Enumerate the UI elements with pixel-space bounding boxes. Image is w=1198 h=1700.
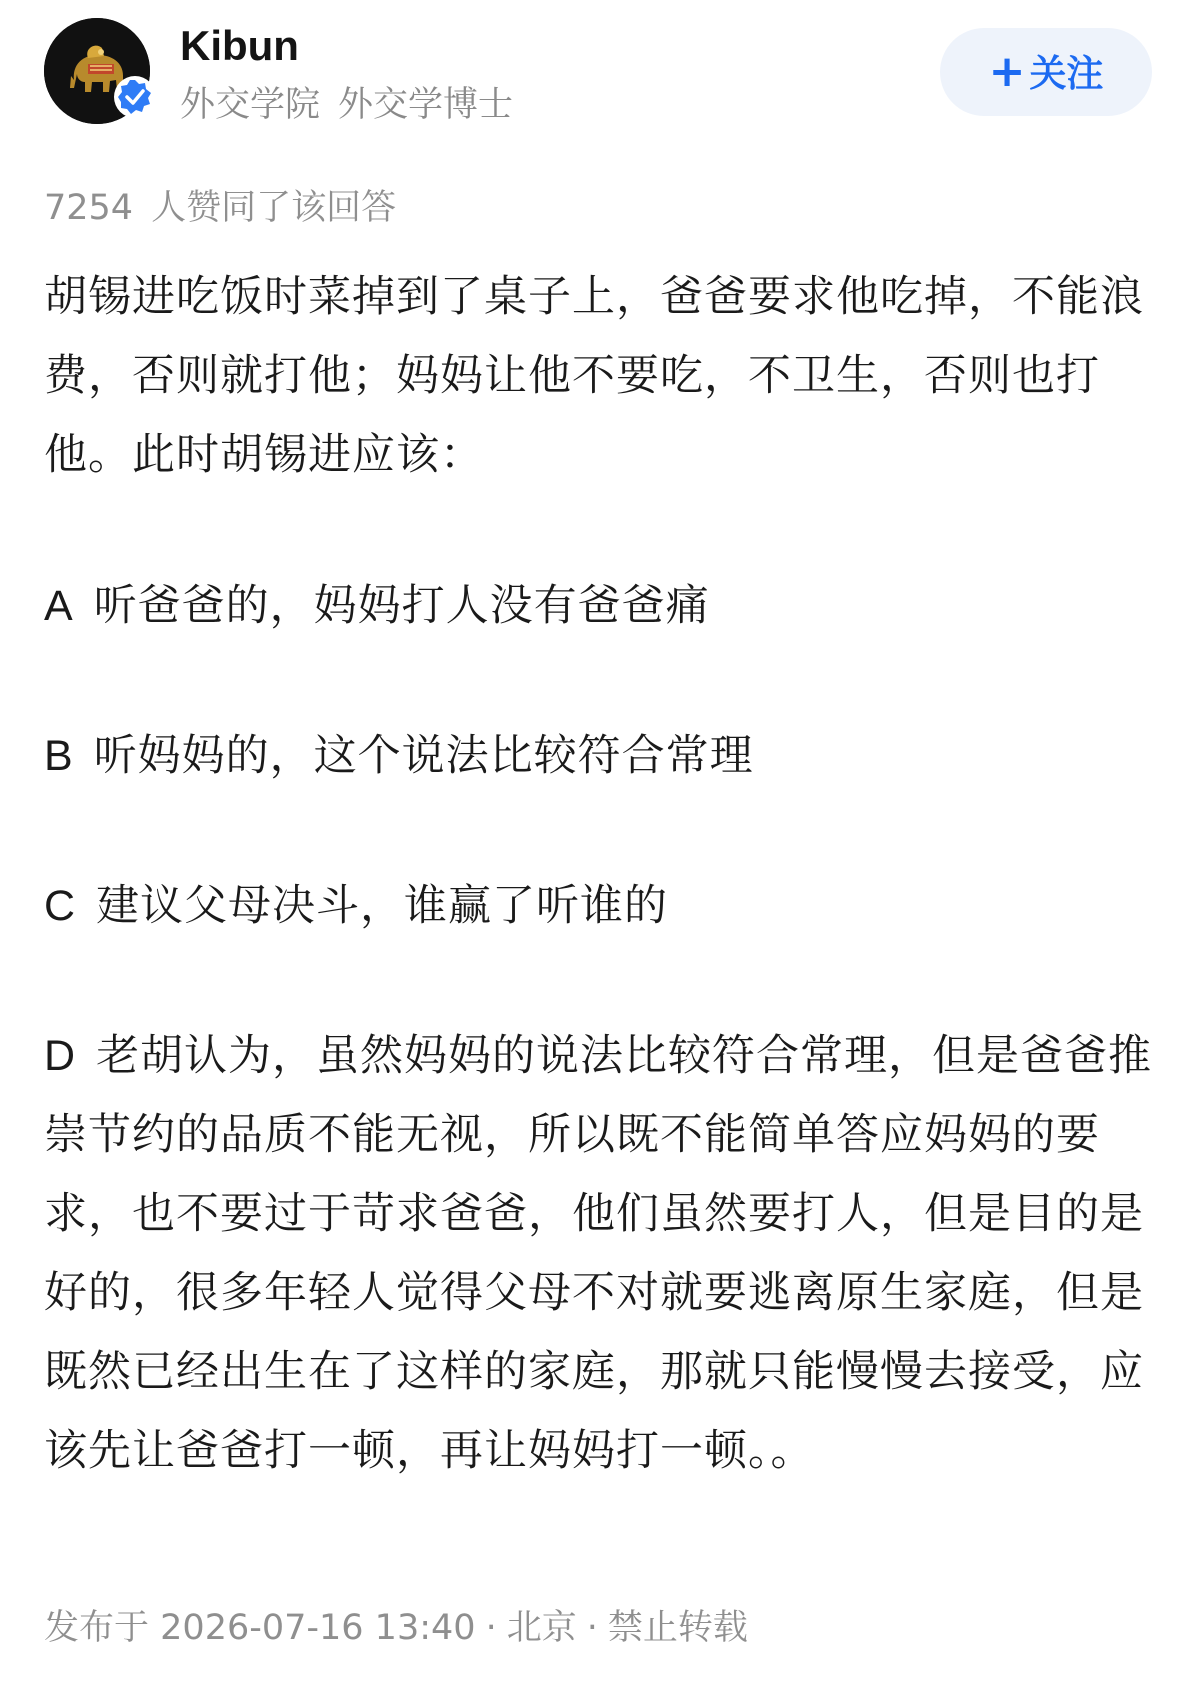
option-letter: A [44,582,74,630]
verified-check-icon [117,79,153,115]
vote-label: 人赞同了该回答 [151,188,397,228]
author-bio [180,80,513,130]
author-bio-degree: 外交学博士 [338,85,514,125]
answer-question: 胡锡进吃饭时菜掉到了桌子上，爸爸要求他吃掉，不能浪费，否则就打他；妈妈让他不要吃，不卫生，否则也打他。此时胡锡进应该： [44,272,1144,480]
option-text: 听爸爸的，妈妈打人没有爸爸痛 [93,581,710,631]
published-datetime: 2026-07-16 13:40 [160,1608,476,1648]
option-letter: B [44,732,74,780]
post-meta [44,1600,748,1656]
option-text: 老胡认为，虽然妈妈的说法比较符合常理，但是爸爸推崇节约的品质不能无视，所以既不能简单答应妈妈的要求，也不要过于苛求爸爸，他们虽然要打人，但是目的是好的，很多年轻人觉得父母不对就要逃离原生家庭，但是既然已经出生在了这样的家庭，那就只能慢慢去接受，应该先让爸爸打一顿，再让妈妈打一顿。。 [44,1031,1153,1476]
copyright-notice: 禁止转载 [607,1608,748,1648]
vote-count: 7254 [44,188,134,228]
vote-summary [44,180,396,236]
option-text: 听妈妈的，这个说法比较符合常理 [93,731,754,781]
answer-option-c [44,867,1154,946]
published-prefix: 发布于 [44,1608,150,1648]
follow-button-label: 关注 [1029,52,1104,95]
author-avatar[interactable] [44,18,150,124]
author-name[interactable]: Kibun [180,22,299,69]
option-text: 建议父母决斗，谁赢了听谁的 [96,881,669,931]
author-row [44,18,1154,128]
meta-separator: · [485,1608,497,1648]
verified-badge [114,76,156,118]
published-location: 北京 [506,1608,577,1648]
option-letter: C [44,882,77,930]
meta-separator: · [586,1608,598,1648]
plus-icon: + [988,46,1026,97]
author-bio-school: 外交学院 [180,85,321,125]
follow-button[interactable] [940,28,1152,116]
option-letter: D [44,1032,77,1080]
answer-option-d [44,1017,1154,1491]
answer-option-a [44,567,1154,646]
answer-option-b [44,717,1154,796]
